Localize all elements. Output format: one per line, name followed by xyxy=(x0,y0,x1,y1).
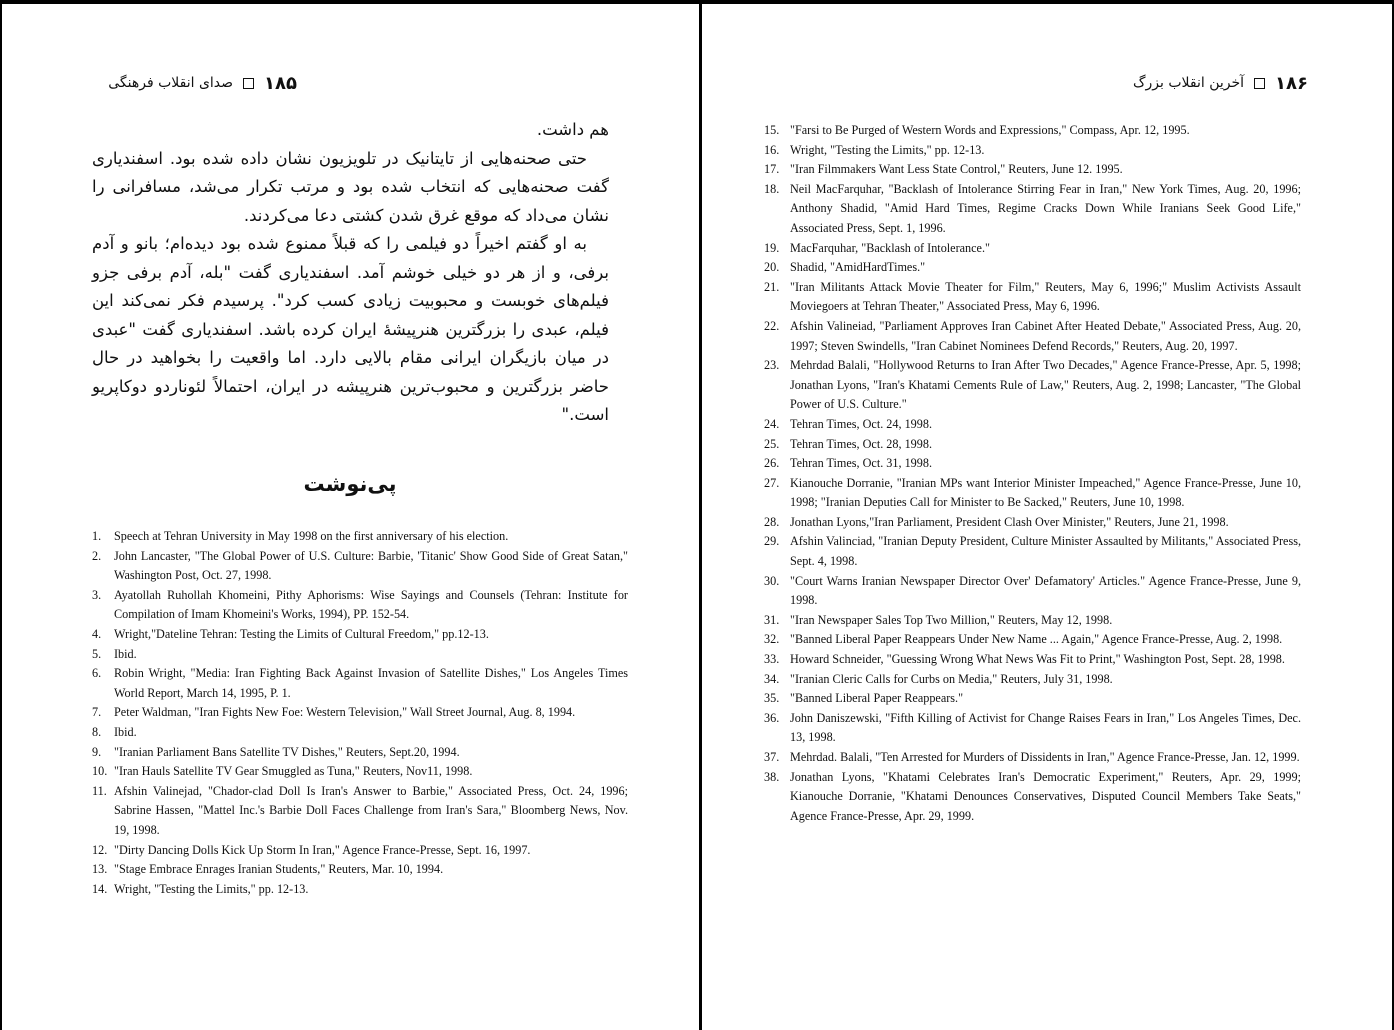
endnote-number: 11. xyxy=(92,783,107,798)
endnote-number: 32. xyxy=(764,632,780,647)
endnote-number: 4. xyxy=(92,626,102,641)
endnote-number: 16. xyxy=(764,142,780,157)
endnote xyxy=(764,670,1301,690)
endnote xyxy=(764,532,1301,571)
endnote-number: 23. xyxy=(764,358,780,373)
body-paragraph: به او گفتم اخیراً دو فیلمی را که قبلاً ممنوع شده بود دیده‌ام؛ بانو و آدم برفی، و از هر دو خیلی خوشم آمد. اسفندیاری گفت "بله، آدم برفی جزو فیلم‌های خوبست و محبوبیت زیادی کسب کرد". پرسیدم فکر نمی‌کند این فیلم، عبدی را بزرگترین هنرپیشهٔ ایران کرده باشد. اسفندیاری گفت "عبدی در میان بازیگران ایرانی مقام بالایی دارد. اما واقعیت را بخواهید در حال حاضر بزرگترین و محبوب‌ترین هنرپیشه در ایران، احتمالاً لئوناردو دوکاپریو است." xyxy=(92,234,609,424)
endnote-text: "Iran Newspaper Sales Top Two Million," Reuters, May 12, 1998. xyxy=(790,612,1113,627)
endnote xyxy=(764,141,1301,161)
endnote-number: 24. xyxy=(764,416,780,431)
endnote xyxy=(764,415,1301,435)
endnote-number: 26. xyxy=(764,456,780,471)
endnote xyxy=(92,743,628,763)
square-ornament-icon xyxy=(1254,78,1265,89)
endnote xyxy=(764,513,1301,533)
endnote xyxy=(92,782,628,841)
endnote-text: "Iran Hauls Satellite TV Gear Smuggled as Tuna," Reuters, Nov11, 1998. xyxy=(114,764,473,779)
endnote-number: 12. xyxy=(92,842,108,857)
endnote xyxy=(92,841,628,861)
endnote xyxy=(764,689,1301,709)
left-running-title: صدای انقلاب فرهنگی xyxy=(108,75,234,91)
endnote-text: "Iranian Parliament Bans Satellite TV Dishes," Reuters, Sept.20, 1994. xyxy=(114,744,460,759)
endnote-text: "Banned Liberal Paper Reappears." xyxy=(790,691,964,706)
endnote xyxy=(92,625,628,645)
endnote-number: 34. xyxy=(764,671,780,686)
endnote xyxy=(92,645,628,665)
endnote-text: Wright, "Testing the Limits," pp. 12-13. xyxy=(790,142,985,157)
endnote-text: Howard Schneider, "Guessing Wrong What News Was Fit to Print," Washington Post, Sept. 28, 1998. xyxy=(790,652,1285,667)
endnote xyxy=(764,611,1301,631)
endnote-text: Speech at Tehran University in May 1998 on the first anniversary of his election. xyxy=(114,529,509,543)
endnote xyxy=(764,630,1301,650)
endnote xyxy=(764,239,1301,259)
endnote-text: Jonathan Lyons, "Khatami Celebrates Iran's Democratic Experiment," Reuters, Apr. 29, 1999; Kianouche Dorranie, "Khatami Denounces Conservatives, Disputed Council Members Take Seats," Agence France-Presse, Apr. 29, 1999. xyxy=(790,769,1301,823)
endnote xyxy=(764,180,1301,239)
endnote-text: "Iran Filmmakers Want Less State Control," Reuters, June 12. 1995. xyxy=(790,162,1123,177)
endnote-number: 8. xyxy=(92,724,102,739)
endnote xyxy=(764,258,1301,278)
endnote-number: 17. xyxy=(764,162,780,177)
left-page-number: ۱۸۵ xyxy=(264,72,297,94)
square-ornament-icon xyxy=(243,78,254,89)
endnote-text: Peter Waldman, "Iran Fights New Foe: Western Television," Wall Street Journal, Aug. 8, 1994. xyxy=(114,705,576,720)
notes-heading: پی‌نوشت xyxy=(303,472,397,496)
right-endnotes-list xyxy=(764,121,1301,826)
endnote-number: 37. xyxy=(764,750,780,764)
endnote-text: Afshin Valinciad, "Iranian Deputy President, Culture Minister Assaulted by Militants," Associated Press, Sept. 4, 1998. xyxy=(790,534,1301,569)
endnote-number: 28. xyxy=(764,514,780,529)
endnote xyxy=(92,880,628,900)
endnote-text: Tehran Times, Oct. 31, 1998. xyxy=(790,456,933,471)
endnote-number: 6. xyxy=(92,666,102,681)
endnote xyxy=(764,160,1301,180)
endnote xyxy=(764,768,1301,827)
endnote-number: 22. xyxy=(764,318,780,333)
endnote xyxy=(92,762,628,782)
endnote-number: 25. xyxy=(764,436,780,451)
endnote-number: 14. xyxy=(92,881,108,896)
endnote-number: 18. xyxy=(764,181,780,196)
endnote-text: Mehrdad Balali, "Hollywood Returns to Iran After Two Decades," Agence France-Presse, Apr. 5, 1998; Jonathan Lyons, "Iran's Khatami Cements Rule of Law," Reuters, Aug. 2, 1998; Lancaster, "The Global Power of U.S. Culture." xyxy=(790,358,1301,412)
endnote-text: "Banned Liberal Paper Reappears Under New Name ... Again," Agence France-Presse, Aug. 2, 1998. xyxy=(790,632,1283,647)
endnote-number: 19. xyxy=(764,240,780,255)
endnote-text: Kianouche Dorranie, "Iranian MPs want Interior Minister Impeached," Agence France-Presse, June 10, 1998; "Iranian Deputies Call for Minister to Be Sacked," Reuters, June 10, 1998. xyxy=(790,475,1301,510)
endnote-text: Ibid. xyxy=(114,646,137,661)
endnote-text: Tehran Times, Oct. 28, 1998. xyxy=(790,436,933,451)
endnote-number: 20. xyxy=(764,260,780,275)
endnote xyxy=(764,454,1301,474)
endnote xyxy=(764,474,1301,513)
endnote xyxy=(92,664,628,703)
endnote-text: Mehrdad. Balali, "Ten Arrested for Murders of Dissidents in Iran," Agence France-Presse, Jan. 12, 1999. xyxy=(790,750,1300,764)
endnote-number: 3. xyxy=(92,587,102,602)
endnote-text: Robin Wright, "Media: Iran Fighting Back Against Invasion of Satellite Dishes," Los Angeles Times World Report, March 14, 1995, P. 1. xyxy=(114,666,628,700)
endnote xyxy=(764,572,1301,611)
endnote xyxy=(92,527,628,547)
endnote-text: Shadid, "AmidHardTimes." xyxy=(790,260,926,275)
endnote xyxy=(92,703,628,723)
endnote xyxy=(92,547,628,586)
body-paragraph: هم داشت. xyxy=(536,120,609,139)
endnote-text: Afshin Valinejad, "Chador-clad Doll Is Iran's Answer to Barbie," Associated Press, Oct. 24, 1996; Sabrine Hassen, "Mattel Inc.'s Barbie Doll Faces Challenge from Iran's Sara," Bloomberg News, Nov. 19, 1998. xyxy=(114,783,628,837)
endnote-text: Ayatollah Ruhollah Khomeini, Pithy Aphorisms: Wise Sayings and Counsels (Tehran: Institute for Compilation of Imam Khomeini's Works, 1994), PP. 152-54. xyxy=(114,587,628,622)
endnote xyxy=(764,435,1301,455)
endnote-number: 35. xyxy=(764,691,780,706)
endnote xyxy=(92,586,628,625)
endnote-text: Ibid. xyxy=(114,724,137,739)
endnote xyxy=(764,650,1301,670)
right-page-number: ۱۸۶ xyxy=(1275,72,1308,94)
endnote-text: Jonathan Lyons,"Iran Parliament, President Clash Over Minister," Reuters, June 21, 1998. xyxy=(790,514,1229,529)
endnote-text: Wright,"Dateline Tehran: Testing the Limits of Cultural Freedom," pp.12-13. xyxy=(114,626,489,641)
endnote-number: 33. xyxy=(764,652,780,667)
endnote-number: 1. xyxy=(92,529,102,543)
endnote-text: "Farsi to Be Purged of Western Words and Expressions," Compass, Apr. 12, 1995. xyxy=(790,123,1190,137)
endnote xyxy=(764,278,1301,317)
endnote xyxy=(764,709,1301,748)
body-paragraph: حتی صحنه‌هایی از تایتانیک در تلویزیون نشان داده شده بود. اسفندیاری گفت صحنه‌هایی که انتخاب شده بود و مرتب تکرار می‌شد، مسافرانی را نشان می‌داد که موقع غرق شدن کشتی دعا می‌کردند. xyxy=(92,148,609,225)
endnote-number: 10. xyxy=(92,764,108,779)
endnote-text: Tehran Times, Oct. 24, 1998. xyxy=(790,416,933,431)
endnote-text: "Iran Militants Attack Movie Theater for Film," Reuters, May 6, 1996;" Muslim Activists Assault Moviegoers at Tehran Theater," Associated Press, May 6, 1996. xyxy=(790,279,1301,314)
left-page-header xyxy=(108,70,297,96)
endnote-number: 36. xyxy=(764,710,780,725)
endnote xyxy=(764,356,1301,415)
endnote-number: 38. xyxy=(764,769,780,784)
endnote-number: 29. xyxy=(764,534,780,549)
endnote-text: Wright, "Testing the Limits," pp. 12-13. xyxy=(114,881,309,896)
right-page-header xyxy=(1133,70,1308,96)
endnote-number: 31. xyxy=(764,612,780,627)
endnote-number: 15. xyxy=(764,123,780,137)
endnote xyxy=(92,723,628,743)
endnote-text: "Stage Embrace Enrages Iranian Students," Reuters, Mar. 10, 1994. xyxy=(114,862,444,877)
endnote-text: John Daniszewski, "Fifth Killing of Activist for Change Raises Fears in Iran," Los Angeles Times, Dec. 13, 1998. xyxy=(790,710,1301,745)
endnote-text: "Court Warns Iranian Newspaper Director Over' Defamatory' Articles." Agence France-Presse, June 9, 1998. xyxy=(790,573,1301,608)
endnote-text: John Lancaster, "The Global Power of U.S. Culture: Barbie, 'Titanic' Show Good Side of Great Satan," Washington Post, Oct. 27, 1998. xyxy=(114,548,628,583)
endnote-number: 27. xyxy=(764,475,780,490)
endnote-number: 5. xyxy=(92,646,102,661)
endnote-number: 30. xyxy=(764,573,780,588)
endnote-text: "Iranian Cleric Calls for Curbs on Media," Reuters, July 31, 1998. xyxy=(790,671,1113,686)
endnote xyxy=(764,317,1301,356)
endnote-number: 13. xyxy=(92,862,108,877)
endnote-number: 21. xyxy=(764,279,780,294)
endnote-text: MacFarquhar, "Backlash of Intolerance." xyxy=(790,240,990,255)
endnote-text: "Dirty Dancing Dolls Kick Up Storm In Iran," Agence France-Presse, Sept. 16, 1997. xyxy=(114,842,531,857)
left-endnotes-list xyxy=(92,527,628,899)
endnote-text: Afshin Valineiad, "Parliament Approves Iran Cabinet After Heated Debate," Associated Press, Aug. 20, 1997; Steven Swindells, "Iran Cabinet Nominees Defend Records," Reuters, Aug. 20, 1997. xyxy=(790,318,1301,353)
endnote xyxy=(764,121,1301,141)
right-running-title: آخرین انقلاب بزرگ xyxy=(1132,75,1245,91)
endnote xyxy=(764,748,1301,768)
endnote xyxy=(92,860,628,880)
endnote-number: 7. xyxy=(92,705,102,720)
endnote-number: 9. xyxy=(92,744,102,759)
endnote-number: 2. xyxy=(92,548,102,563)
endnote-text: Neil MacFarquhar, "Backlash of Intolerance Stirring Fear in Iran," New York Times, Aug. 20, 1996; Anthony Shadid, "Amid Hard Times, Regime Cracks Down While Iranians Seek Good Life," Associated Press, Sept. 1, 1996. xyxy=(790,181,1301,235)
right-page xyxy=(702,0,1394,1030)
persian-body-text xyxy=(92,116,609,430)
